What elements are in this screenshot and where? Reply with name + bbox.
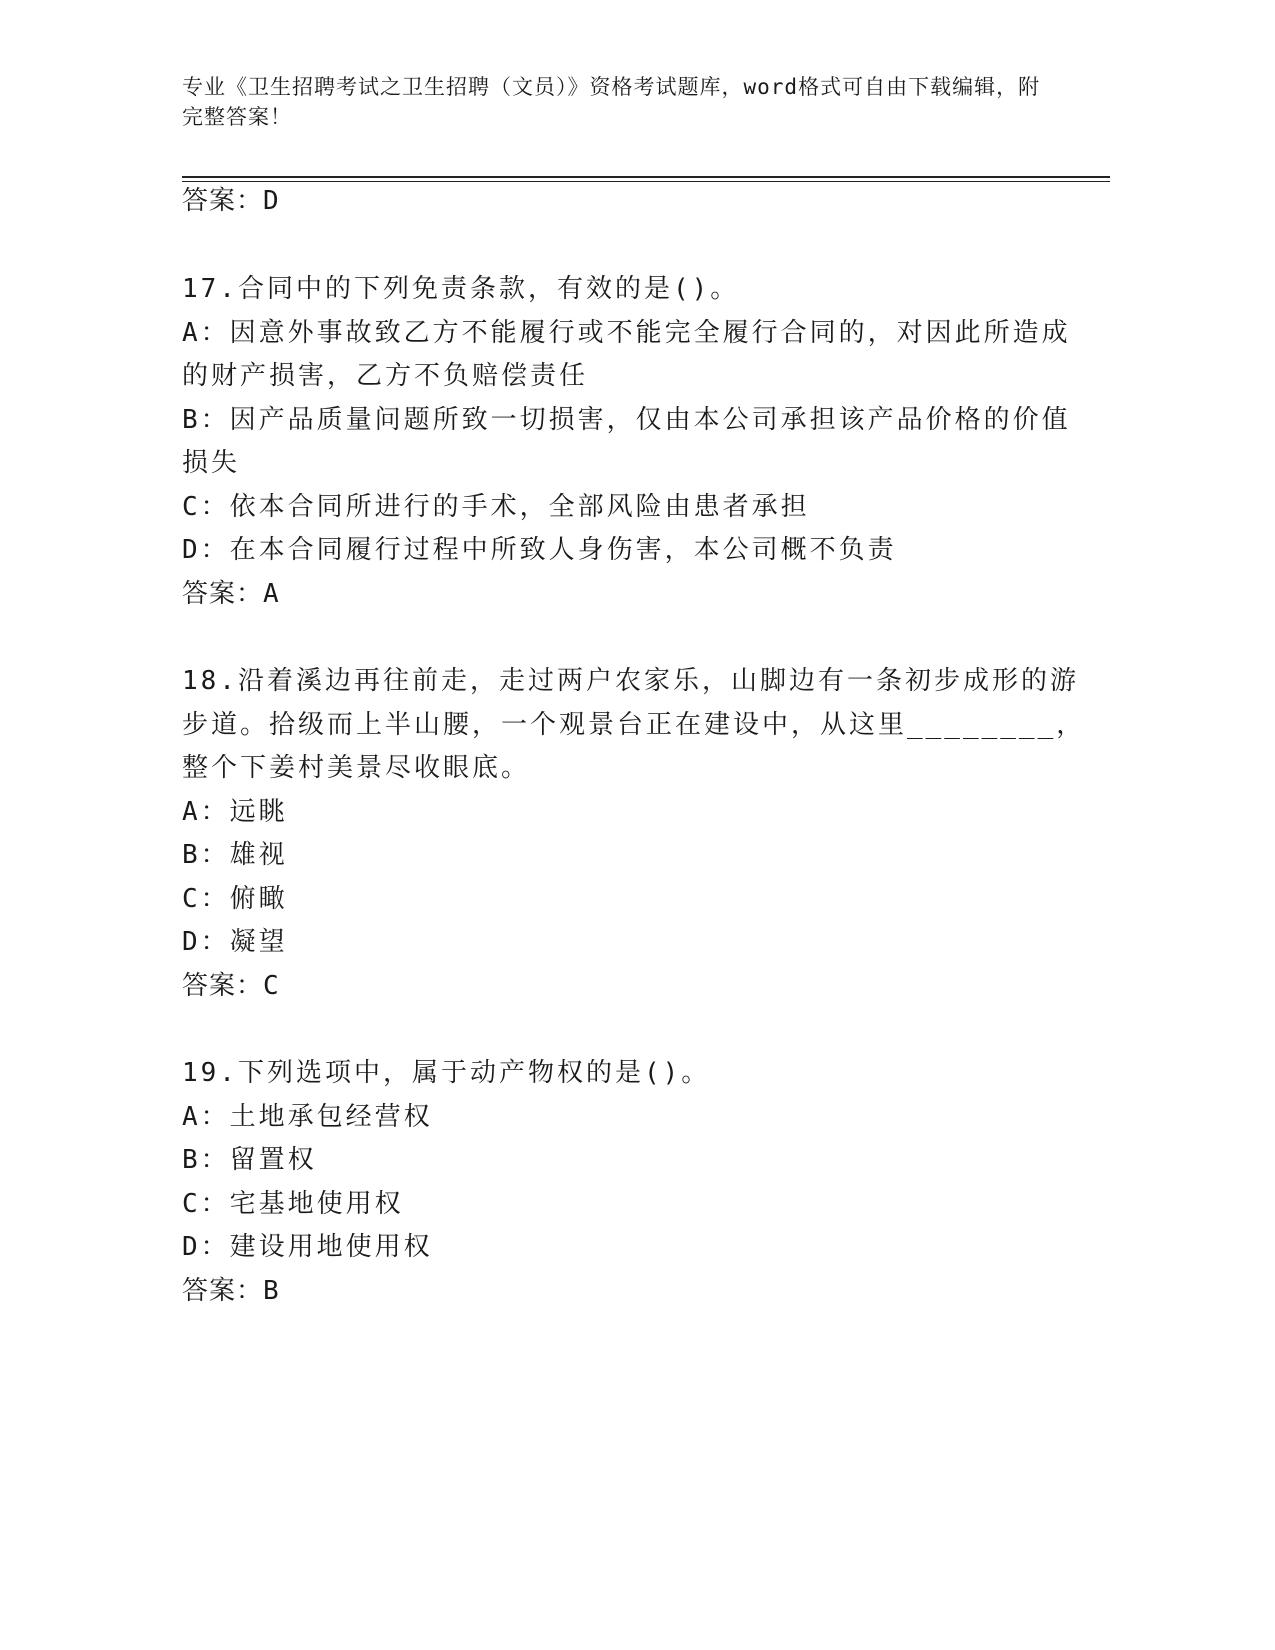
question-17-option-a: A：因意外事故致乙方不能履行或不能完全履行合同的，对因此所造成 (182, 318, 1071, 348)
answer-16: 答案：D (182, 186, 280, 216)
question-18-option-c: C：俯瞰 (182, 884, 288, 914)
header-divider-thick (182, 176, 1110, 178)
question-17-option-b: B：因产品质量问题所致一切损害，仅由本公司承担该产品价格的价值 (182, 405, 1071, 435)
question-19-option-a: A：土地承包经营权 (182, 1102, 433, 1132)
question-17-option-b-cont: 损失 (182, 448, 241, 478)
question-17-option-d: D：在本合同履行过程中所致人身伤害，本公司概不负责 (182, 535, 897, 565)
header-divider-thin (182, 181, 1110, 182)
question-18-option-b: B：雄视 (182, 840, 288, 870)
question-19-option-c: C：宅基地使用权 (182, 1189, 404, 1219)
question-18-stem: 18.沿着溪边再往前走，走过两户农家乐，山脚边有一条初步成形的游 (182, 666, 1079, 696)
question-19-option-b: B：留置权 (182, 1145, 317, 1175)
document-header: 专业《卫生招聘考试之卫生招聘（文员）》资格考试题库，word格式可自由下载编辑，附完整答案！ (182, 75, 1041, 129)
question-17-option-a-cont: 的财产损害，乙方不负赔偿责任 (182, 361, 589, 391)
question-18-option-d: D：凝望 (182, 927, 288, 957)
question-19-option-d: D：建设用地使用权 (182, 1232, 433, 1262)
question-18-option-a: A：远眺 (182, 797, 288, 827)
question-18-stem-cont-2: 整个下姜村美景尽收眼底。 (182, 753, 531, 783)
question-18-stem-cont-1: 步道。拾级而上半山腰，一个观景台正在建设中，从这里________， (182, 710, 1086, 740)
question-19-answer: 答案：B (182, 1276, 280, 1306)
question-19-stem: 19.下列选项中，属于动产物权的是()。 (182, 1058, 711, 1088)
question-17-option-c: C：依本合同所进行的手术，全部风险由患者承担 (182, 492, 810, 522)
question-18-answer: 答案：C (182, 971, 280, 1001)
question-17-stem: 17.合同中的下列免责条款，有效的是()。 (182, 274, 740, 304)
question-17-answer: 答案：A (182, 579, 280, 609)
